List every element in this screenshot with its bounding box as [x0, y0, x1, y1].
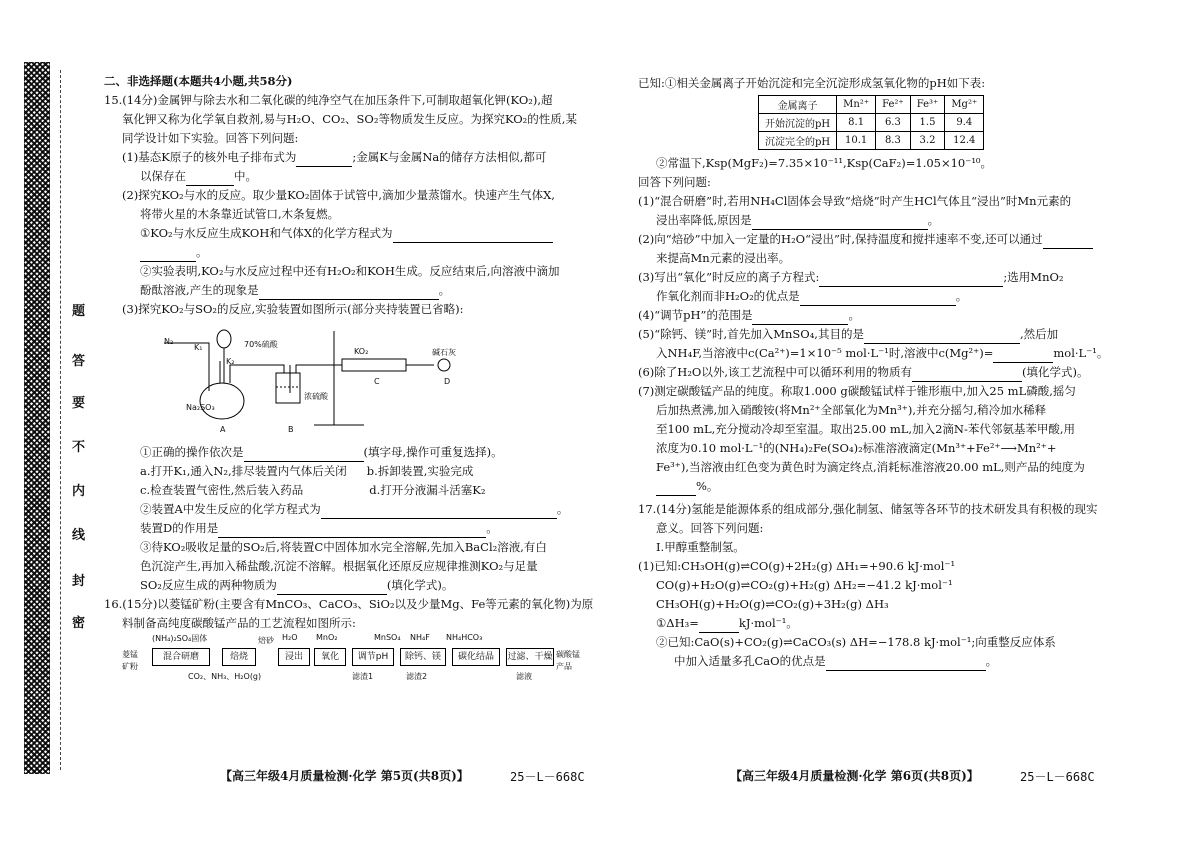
- table-cell: 沉淀完全的pH: [759, 132, 837, 150]
- flow-product: 碳酸锰: [556, 650, 580, 659]
- q15-2-text: 将带火星的木条靠近试管口,木条复燃。: [140, 207, 340, 221]
- q16-text: 入NH₄F,当溶液中c(Ca²⁺)=1×10⁻⁵ mol·L⁻¹时,溶液中c(Mg²⁺)=: [656, 346, 994, 360]
- q16-text: 作氧化剂而非H₂O₂的优点是: [656, 289, 800, 303]
- q15-1-text: ;金属K与金属Na的储存方法相似,都可: [352, 150, 547, 164]
- q16-text: ;选用MnO₂: [1003, 270, 1064, 284]
- flow-reagent: NH₄F: [410, 633, 430, 642]
- q15-3-text: ③待KO₂吸收足量的SO₂后,将装置C中固体加水完全溶解,先加入BaCl₂溶液,有白: [140, 540, 547, 554]
- q17-text: CH₃OH(g)+H₂O(g)⇌CO₂(g)+3H₂(g) ΔH₃: [656, 597, 889, 611]
- q15-2-text: (2)探究KO₂与水的反应。取少量KO₂固体于试管中,滴加少量蒸馏水。快速产生气体X,: [122, 188, 555, 202]
- q16-text: ,然后加: [1019, 327, 1059, 341]
- table-cell: 开始沉淀的pH: [759, 114, 837, 132]
- q15-2-text: ②实验表明,KO₂与水反应过程中还有H₂O₂和KOH生成。反应结束后,向溶液中滴加: [140, 264, 560, 278]
- flow-step: 焙烧: [222, 648, 256, 666]
- flow-product: 产品: [556, 662, 572, 671]
- answer-blank[interactable]: [800, 293, 956, 306]
- q16-text: 。: [955, 289, 968, 303]
- question-15-line: 氧化钾又称为化学氧自救剂,易与H₂O、CO₂、SO₂等物质发生反应。为探究KO₂的性质,某: [122, 112, 577, 126]
- flow-reagent: NH₄HCO₃: [446, 633, 483, 642]
- q15-2-text: 。: [438, 283, 451, 297]
- section-title: 二、非选择题(本题共4小题,共58分): [104, 74, 293, 88]
- binding-char: 答: [72, 354, 86, 369]
- q16-text: mol·L⁻¹。: [1053, 346, 1109, 360]
- q16-text: 来提高Mn元素的浸出率。: [656, 251, 791, 265]
- answer-blank[interactable]: [752, 217, 928, 230]
- q15-2-text: 酚酞溶液,产生的现象是: [140, 283, 259, 297]
- table-cell: 8.3: [876, 132, 911, 150]
- flow-residue: 滤渣2: [406, 672, 428, 681]
- known-text: 已知:①相关金属离子开始沉淀和完全沉淀形成氢氧化物的pH如下表:: [638, 76, 986, 90]
- q16-text: (6)除了H₂O以外,该工艺流程中可以循环利用的物质有: [638, 365, 913, 379]
- q17-text: ②已知:CaO(s)+CO₂(g)⇌CaCO₃(s) ΔH=−178.8 kJ·mol⁻¹;向重整反应体系: [656, 635, 1056, 649]
- table-cell: 6.3: [876, 114, 911, 132]
- flow-calcine: 焙砂: [258, 636, 274, 645]
- option-a: a.打开K₁,通入N₂,排尽装置内气体后关闭: [140, 464, 347, 478]
- flow-reagent: (NH₄)₂SO₄固体: [152, 634, 208, 643]
- q15-1-text: 以保存在: [140, 169, 186, 183]
- flow-step: 浸出: [278, 648, 310, 666]
- q15-3-text: (填化学式)。: [386, 578, 454, 592]
- answer-blank[interactable]: [699, 620, 739, 633]
- answer-blank[interactable]: [656, 483, 696, 496]
- flow-reagent: MnO₂: [316, 633, 338, 642]
- answer-blank[interactable]: [140, 249, 196, 262]
- answer-blank[interactable]: [819, 274, 1003, 287]
- question-15-line: 15.(14分)金属钾与除去水和二氧化碳的纯净空气在加压条件下,可制取超氧化钾(KO₂),超: [104, 93, 553, 107]
- flow-ore: 矿粉: [122, 662, 138, 671]
- q15-3-text: ②装置A中发生反应的化学方程式为: [140, 502, 321, 516]
- flow-step: 混合研磨: [152, 648, 210, 666]
- binding-char: 线: [72, 528, 86, 543]
- q15-3-text: SO₂反应生成的两种物质为: [140, 578, 277, 592]
- answer-blank[interactable]: [277, 582, 387, 595]
- flow-step: 除钙、镁: [400, 648, 446, 666]
- question-17-line: 17.(14分)氢能是能源体系的组成部分,强化制氢、储氢等各环节的技术研发具有积极的现实: [638, 502, 1098, 516]
- flow-reagent: H₂O: [282, 633, 298, 642]
- answer-blank[interactable]: [321, 506, 557, 519]
- answer-blank[interactable]: [218, 525, 486, 538]
- flow-ore: 菱锰: [122, 650, 138, 659]
- q16-text: 浓度为0.10 mol·L⁻¹的(NH₄)₂Fe(SO₄)₂标准溶液滴定(Mn³⁺+Fe²⁺⟶Mn²⁺+: [656, 441, 1057, 455]
- apparatus-drawing: [164, 321, 544, 439]
- q16-text: Fe³⁺),当溶液由红色变为黄色时为滴定终点,消耗标准溶液20.00 mL,则产品的纯度为: [656, 460, 1085, 474]
- answer-blank[interactable]: [186, 173, 234, 186]
- table-header: Mg²⁺: [945, 96, 984, 114]
- q15-2-text: ①KO₂与水反应生成KOH和气体X的化学方程式为: [140, 226, 393, 240]
- q17-text: ①ΔH₃=: [656, 616, 699, 630]
- q16-text: 后加热煮沸,加入硝酸铵(将Mn²⁺全部氧化为Mn³⁺),并充分摇匀,稍冷加水稀释: [656, 403, 1047, 417]
- answer-blank[interactable]: [864, 331, 1020, 344]
- q17-text: 中加入适量多孔CaO的优点是: [674, 654, 826, 668]
- table-row: [759, 114, 984, 132]
- table-header: Fe³⁺: [910, 96, 945, 114]
- process-flow: [104, 633, 580, 687]
- label-ko2: KO₂: [354, 347, 369, 356]
- page-code-left: 25－L－668C: [510, 770, 585, 784]
- label-D: D: [444, 377, 451, 386]
- binding-char: 要: [72, 396, 86, 411]
- table-cell: 8.1: [837, 114, 876, 132]
- right-page: [638, 74, 1109, 671]
- binding-char: 密: [72, 616, 86, 631]
- prompt-text: 回答下列问题:: [638, 175, 711, 189]
- flow-step: 碳化结晶: [452, 648, 500, 666]
- page-code-right: 25－L－668C: [1020, 770, 1095, 784]
- binding-char: 内: [72, 484, 86, 499]
- option-b: b.拆卸装置,实验完成: [366, 464, 474, 478]
- label-conc: 浓硫酸: [304, 392, 328, 401]
- apparatus-diagram: [104, 321, 574, 441]
- answer-blank[interactable]: [993, 350, 1053, 363]
- question-16-line: 16.(15分)以菱锰矿粉(主要含有MnCO₃、CaCO₃、SiO₂以及少量Mg、Fe等元素的氧化物)为原: [104, 597, 594, 611]
- answer-blank[interactable]: [752, 312, 848, 325]
- table-cell: 10.1: [837, 132, 876, 150]
- q15-3-text: 。: [486, 521, 498, 535]
- q16-text: 至100 mL,充分搅动冷却至室温。取出25.00 mL,加入2滴N-苯代邻氨基苯甲酸,用: [656, 422, 1075, 436]
- flow-residue: 滤渣1: [352, 672, 374, 681]
- binding-char: 封: [72, 574, 86, 589]
- table-cell: 1.5: [910, 114, 945, 132]
- binding-line: [60, 70, 61, 770]
- table-header: Fe²⁺: [876, 96, 911, 114]
- label-C: C: [374, 377, 380, 386]
- q16-text: %。: [696, 479, 719, 493]
- flow-gas: CO₂、NH₃、H₂O(g): [188, 672, 262, 681]
- q15-3-text: ①正确的操作依次是: [140, 445, 244, 459]
- page-footer-right: 【高三年级4月质量检测·化学 第6页(共8页)】: [730, 769, 979, 783]
- answer-blank[interactable]: [393, 230, 553, 243]
- page-footer-left: 【高三年级4月质量检测·化学 第5页(共8页)】: [220, 769, 469, 783]
- q17-text: Ⅰ.甲醇重整制氢。: [656, 540, 745, 554]
- q17-text: (1)已知:CH₃OH(g)⇌CO(g)+2H₂(g) ΔH₁=+90.6 kJ·mol⁻¹: [638, 559, 956, 573]
- q15-3-text: (3)探究KO₂与SO₂的反应,实验装置如图所示(部分夹持装置已省略):: [122, 302, 464, 316]
- binding-char: 题: [72, 304, 86, 319]
- q17-text: 。: [985, 654, 998, 668]
- question-15-line: 同学设计如下实验。回答下列问题:: [122, 131, 299, 145]
- flow-residue: 滤液: [516, 672, 532, 681]
- table-cell: 3.2: [910, 132, 945, 150]
- label-k2: K₂: [226, 357, 235, 366]
- label-A: A: [220, 425, 226, 434]
- q16-text: (7)测定碳酸锰产品的纯度。称取1.000 g碳酸锰试样于锥形瓶中,加入25 mL磷酸,摇匀: [638, 384, 1076, 398]
- q15-1-text: 中。: [234, 169, 257, 183]
- label-k1: K₁: [194, 343, 203, 352]
- answer-blank[interactable]: [259, 287, 439, 300]
- q17-text: kJ·mol⁻¹。: [738, 616, 798, 630]
- q16-text: (2)向“焙砂”中加入一定量的H₂O“浸出”时,保持温度和搅拌速率不变,还可以通过: [638, 232, 1043, 246]
- label-n2: N₂: [164, 337, 174, 346]
- answer-blank[interactable]: [912, 369, 1022, 382]
- table-cell: 9.4: [945, 114, 984, 132]
- binding-pattern: [24, 62, 50, 774]
- q16-text: (1)“混合研磨”时,若用NH₄Cl固体会导致“焙烧”时产生HCl气体且“浸出”时Mn元素的: [638, 194, 1072, 208]
- option-c: c.检查装置气密性,然后装入药品: [140, 483, 304, 497]
- answer-blank[interactable]: [1043, 236, 1093, 249]
- table-header: 金属离子: [759, 96, 837, 114]
- left-page: [104, 72, 594, 687]
- q15-2-text: 。: [196, 245, 208, 259]
- ph-table: [758, 95, 984, 150]
- q16-text: (4)“调节pH”的范围是: [638, 308, 753, 322]
- flow-step: 氧化: [314, 648, 346, 666]
- q16-text: 浸出率降低,原因是: [656, 213, 752, 227]
- answer-blank[interactable]: [826, 658, 986, 671]
- label-soda: 碱石灰: [432, 348, 456, 357]
- q16-text: (3)写出“氧化”时反应的离子方程式:: [638, 270, 820, 284]
- answer-blank[interactable]: [244, 449, 364, 462]
- label-B: B: [288, 425, 294, 434]
- table-cell: 12.4: [945, 132, 984, 150]
- option-d: d.打开分液漏斗活塞K₂: [369, 483, 486, 497]
- q15-1-text: (1)基态K原子的核外电子排布式为: [122, 150, 297, 164]
- q15-3-text: 。: [556, 502, 569, 516]
- q16-text: (5)“除钙、镁”时,首先加入MnSO₄,其目的是: [638, 327, 864, 341]
- table-header: Mn²⁺: [837, 96, 876, 114]
- q16-text: 。: [848, 308, 860, 322]
- q15-3-text: (填字母,操作可重复选择)。: [363, 445, 503, 459]
- question-16-line: 料制备高纯度碳酸锰产品的工艺流程如图所示:: [122, 616, 356, 630]
- known-text: ②常温下,Ksp(MgF₂)=7.35×10⁻¹¹,Ksp(CaF₂)=1.05×10⁻¹⁰。: [656, 156, 993, 170]
- flow-reagent: MnSO₄: [374, 633, 401, 642]
- label-acid: 70%硫酸: [244, 340, 278, 349]
- q15-3-text: 装置D的作用是: [140, 521, 219, 535]
- table-row: [759, 132, 984, 150]
- question-17-line: 意义。回答下列问题:: [656, 521, 764, 535]
- label-na2so3: Na₂SO₃: [186, 403, 215, 412]
- binding-char: 不: [72, 440, 86, 455]
- q16-text: 。: [927, 213, 940, 227]
- q15-3-text: 色沉淀产生,再加入稀盐酸,沉淀不溶解。根据氧化还原反应规律推测KO₂与足量: [140, 559, 538, 573]
- flow-step: 过滤、干燥: [506, 648, 554, 666]
- table-header-row: [759, 96, 984, 114]
- q17-text: CO(g)+H₂O(g)⇌CO₂(g)+H₂(g) ΔH₂=−41.2 kJ·mol⁻¹: [656, 578, 953, 592]
- flow-step: 调节pH: [352, 648, 394, 666]
- q16-text: (填化学式)。: [1022, 365, 1089, 379]
- answer-blank[interactable]: [296, 154, 352, 167]
